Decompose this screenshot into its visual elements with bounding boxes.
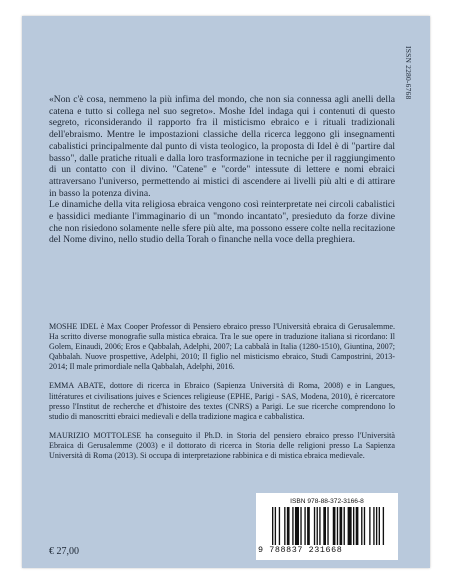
issn-label-vertical <box>402 46 416 136</box>
bio-maurizio-mottolese: MAURIZIO MOTTOLESE ha conseguito il Ph.D. in Storia del pensiero ebraico presso l'Università Ebraica di Gerusalemme (2003) e il dottorato di ricerca in Storia delle religioni presso La Sapienza Università di Roma (2013). Si occupa di interpretazione rabbinica e di mistica ebraica medievale. <box>49 430 395 461</box>
barcode-digits: 9 788837 231668 <box>258 545 343 555</box>
blurb-paragraph-1: «Non c'è cosa, nemmeno la più infima del mondo, che non sia connessa agli anelli della catena e tutto si collega nel suo segreto». Moshe Idel indaga qui i contenuti di questo segreto, riconsiderando il rapporto fra il misticismo ebraico e i rituali tradizionali dell'ebraismo. Mentre le impostazioni classiche della ricerca leggono gli insegnamenti cabalistici principalmente dal punto di vista teologico, la proposta di Idel è di "partire dal basso", dalle pratiche rituali e dalla loro trasformazione in tecniche per il raggiungimento di un contatto con il divino. "Catene" e "corde" intessute di lettere e nomi ebraici attraversano l'universo, permettendo ai mistici di ascendere ai livelli più alti e di attirare in basso la potenza divina. <box>49 94 395 199</box>
bio-moshe-idel: MOSHE IDEL è Max Cooper Professor di Pensiero ebraico presso l'Università ebraica di Gerusalemme. Ha scritto diverse monografie sulla mistica ebraica. Tra le sue opere in traduzione italiana si ricordano: Il Golem, Einaudi, 2006; Eros e Qabbalah, Adelphi, 2007; La cabbalà in Italia (1280-1510), Giuntina, 2007; Qabbalah. Nuove prospettive, Adelphi, 2010; Il figlio nel misticismo ebraico, Studi Campostrini, 2013-2014; Il male primordiale nella Qabbalah, Adelphi, 2016. <box>49 322 395 372</box>
issn-text: ISSN 2280-6768 <box>404 46 413 100</box>
blurb-paragraph-2: Le dinamiche della vita religiosa ebraica vengono così reinterpretate nei circoli cabalistici e ḥassidici mediante l'immaginario di un "mondo incantato", presieduto da forze divine che non risiedono solamente nelle sfere più alte, ma possono essere colte nella recitazione del Nome divino, nello studio della Torah o finanche nella voce della preghiera. <box>49 199 395 246</box>
barcode-panel <box>256 493 398 560</box>
barcode-icon <box>270 507 390 545</box>
bio-emma-abate: EMMA ABATE, dottore di ricerca in Ebraico (Sapienza Università di Roma, 2008) e in Langues, littératures et civilisations juives e Sciences religieuse (EPHE, Parigi - SAS, Modena, 2010), è ricercatore presso l'Institut de recherche et d'histoire des textes (CNRS) a Parigi. Le sue ricerche comprendono lo studio di manoscritti ebraici medievali e della tradizione magica e cabbalistica. <box>49 381 395 421</box>
isbn-label: ISBN 978-88-372-3166-8 <box>290 498 364 505</box>
author-bios <box>49 322 395 470</box>
blurb-text <box>49 94 395 246</box>
back-cover <box>22 16 430 568</box>
price-label: € 27,00 <box>49 546 79 557</box>
